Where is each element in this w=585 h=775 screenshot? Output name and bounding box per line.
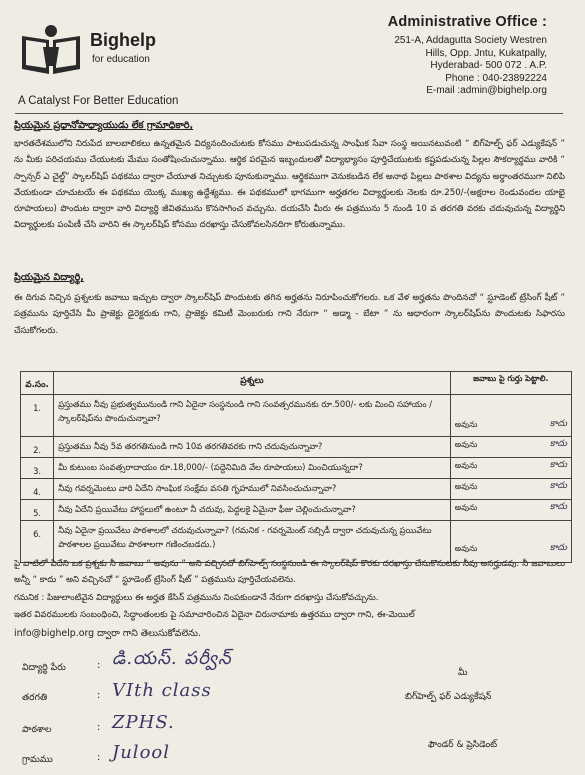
village-label: గ్రామము (22, 754, 53, 765)
col-header-question: ప్రశ్నలు (54, 372, 450, 395)
village-value[interactable]: Julool (112, 742, 170, 763)
question-text: నీవు ఏదేని ప్రయివేటు హాస్టలులో ఉంటూ నీ చదువు, పెద్దలకై ఏమైనా ఫీజు చెల్లించుచున్నావా? (54, 500, 450, 521)
answer-no-marked[interactable]: కాదు (549, 439, 567, 449)
intro-paragraph: భారతదేశములోని నిరుపేద బాలబాలికలు ఉన్నతమైన విద్యనందించుటకు కోసము పాటుపడుచున్న సాంఘిక సేవా సంస్థ అయినటువంటి “ బిగ్‌హెల్ప్ ఫర్ ఎడ్యుకేషన్ ” ను మీకు పరిచయము చేయుటకు మేము సంతోషించుచున్నాము. ఆర్థిక పరమైన ఇబ్బందులతో విద్యాభ్యాసం పూర్తిచేయుటకు కష్టపడుచున్న పిల్లల సౌకర్యార్థము వారికి “ స్పాన్సర్ ఎ చైల్డ్” స్కాలర్‌షిప్ పథకము ద్వారా చేయూత నిచ్చుటకు పూనుకున్నాము. ఆర్థికముగా వెనుకబడిన లేక అనాథ పిల్లలు పాఠశాల విద్యను అర్థాంతరముగా నిలిపి వేయకుండా చూచుటయే ఈ పథకము యొక్క ముఖ్య ఉద్దేశ్యము. ఈ పథకములో భాగముగా అర్హతగల విద్యార్థులకు నెలకు రూ.250/-(అక్షరాల రెండువందల యాభై రూపాయలు) పొందుట ద్వారా వారి విద్యార్థి జీవితమును కొనసాగించ వచ్చును. దయచేసి మీరు ఈ పత్రమును 5 నుండి 10 వ తరగతి వరకు చదువుచున్న విద్యార్థిని విద్యార్థులకు పంపిణీ చేసి వారిని ఈ స్కాలర్‌షిప్ కోసము దరఖాస్తు చేసుకోవలసినదిగా కోరుతున్నాము. (14, 139, 565, 231)
class-value[interactable]: VIth class (112, 680, 212, 701)
table-row (21, 395, 572, 437)
eligibility-table (20, 371, 572, 563)
student-name-label: విద్యార్థి పేరు (22, 662, 66, 673)
answer-no-marked[interactable]: కాదు (549, 481, 567, 491)
email-contact-line: info@bighelp.org ద్వారా గాని తెలుసుకోవలెను. (14, 628, 201, 639)
answer-yes[interactable]: అవును (454, 544, 478, 553)
colon: : (97, 722, 101, 733)
answer-no-marked[interactable]: కాదు (549, 543, 567, 553)
answer-yes[interactable]: అవును (454, 461, 478, 470)
table-row (21, 437, 572, 458)
row-number: 4. (21, 479, 54, 500)
answer-no-marked[interactable]: కాదు (549, 419, 567, 429)
table-row (21, 479, 572, 500)
row-number: 1. (21, 395, 54, 437)
signoff-role: ఫౌండర్ & ప్రెసిడెంట్ (428, 740, 498, 750)
col-header-answer: జవాబు పై గుర్తు పెట్టాలి. (450, 372, 571, 395)
bighelp-logo (16, 22, 86, 80)
col-header-no: వ.సం. (21, 372, 54, 395)
colon: : (97, 660, 101, 671)
question-text: ప్రస్తుతము నీవు ప్రభుత్వమునుండి గాని ఏదైనా సంస్థనుండి గాని సంవత్సరమునకు రూ.500/- లకు మించి సహాయం / స్కాలర్‌షిప్‌ను పొందుచున్నావా? (54, 395, 450, 437)
colon: : (97, 752, 101, 763)
answer-no-marked[interactable]: కాదు (549, 502, 567, 512)
answer-cell (450, 458, 571, 479)
office-address-block (388, 14, 547, 98)
address-line: 251-A, Addagutta Society Westren (394, 35, 547, 46)
email-line: E-mail :admin@bighelp.org (426, 85, 547, 96)
signoff-organization: బిగ్‌హెల్ప్ ఫర్ ఎడ్యుకేషన్ (405, 692, 492, 702)
answer-yes[interactable]: అవును (454, 420, 478, 429)
answer-yes[interactable]: అవును (454, 503, 478, 512)
salutation-student: ప్రియమైన విద్యార్థి, (14, 272, 84, 283)
note-line: గమనిక : పిజులాంటివైన విద్యార్థులు ఈ అర్హత కేసిన్ పత్రమును నింపకుండానే నేరుగా దరఖాస్తు చేసుకోవచ్చును. (14, 593, 379, 603)
answer-yes[interactable]: అవును (454, 482, 478, 491)
tagline: A Catalyst For Better Education (18, 95, 179, 107)
instruction-paragraph: ఈ దిగువ నిచ్చిన ప్రశ్నలకు జవాబు ఇచ్చుట ద్వారా స్కాలర్‌షిప్ పొందుటకు తగిన అర్హతను నిరూపించుకోగలరు. ఒక వేళ అర్హతను పొందినచో “ స్టూడెంట్ ట్రేసింగ్ షీట్ ” పత్రమును పూర్తిచేసి మీ ప్రాజెక్టు డైరెక్టరుకు గాని, ప్రాజెక్టు కమిటీ మెంబరుకు గాని నేరుగా “ అడ్మా - బేటా ” ను ఆధారంగా స్కాలర్‌షిప్‌ను పొందుటకు సిఫారసు చేసుకోగలరు. (14, 293, 565, 336)
row-number: 5. (21, 500, 54, 521)
row-number: 3. (21, 458, 54, 479)
row-number: 2. (21, 437, 54, 458)
answer-cell (450, 395, 571, 437)
table-header-row (21, 372, 572, 395)
table-row (21, 500, 572, 521)
colon: : (97, 690, 101, 701)
answer-cell (450, 479, 571, 500)
contact-line: ఇతర వివరములకు సంబంధించి, సిద్ధాంతంలకు పై సమాచారించిన ఏదైనా చిరునామాకు ఉత్తరము ద్వారా గాని, ఈ-మెయిల్ (14, 610, 415, 620)
school-label: పాఠశాల (22, 724, 52, 735)
office-title: Administrative Office : (387, 14, 547, 30)
answer-cell (450, 437, 571, 458)
salutation-headmaster: ప్రియమైన ప్రధానోపాధ్యాయుడు లేక గ్రామాధికారి, (14, 120, 194, 131)
school-value[interactable]: ZPHS. (112, 712, 175, 733)
question-text: మీ కుటుంబ సంవత్సరాదాయం రూ.18,000/- (పద్దెనిమిది వేల రూపాయలు) మించియున్నదా? (54, 458, 450, 479)
answer-cell (450, 500, 571, 521)
question-text: ప్రస్తుతము నీవు 5వ తరగతినుండి గాని 10వ తరగతివరకు గాని చదువుచున్నావా? (54, 437, 450, 458)
table-row (21, 458, 572, 479)
answer-no-marked[interactable]: కాదు (549, 460, 567, 470)
question-text: నీవు ఏదైనా ప్రయివేటు పాఠశాలలో చదువుచున్నావా? (గమనిక - గవర్నమెంట్ సబ్సిడీ ద్వారా చదువుచున్న ప్రయివేటు పాఠశాలల ప్రయివేటు పాఠశాలగా గణించబడదు.) (54, 521, 450, 563)
phone-line: Phone : 040-23892224 (445, 72, 547, 84)
class-label: తరగతి (22, 692, 48, 703)
question-text: నీవు గవర్నమెంటు వారి ఏదేని సాంఘిక సంక్షేమ వసతి గృహములో నివసించుచున్నావా? (54, 479, 450, 500)
address-line: Hyderabad- 500 072 . A.P. (430, 60, 547, 71)
brand-subtitle: for education (92, 54, 150, 65)
eligibility-paragraph: పై వాటిలో ఏదేని ఒక ప్రశ్నకు నీ జవాబు “ అవును ” అని వచ్చినచో బిగ్‌హెల్ప్ సంస్థనుండి ఈ స్కాలర్‌షిప్ కొరకు దరఖాస్తు చేసుకొనుటకు నీవు అనర్హుడవు. నీ జవాబులు అన్నీ “ కాదు ” అని వచ్చినచో “ స్టూడెంట్ ట్రేసింగ్ షీట్ ” పత్రమును పూర్తిచేయవలెను. (14, 559, 565, 586)
row-number: 6. (21, 521, 54, 563)
address-line: Hills, Opp. Jntu, Kukatpally, (425, 47, 547, 59)
signoff-yours: మీ (458, 668, 468, 678)
student-name-value[interactable]: డి.యస్. పర్వీన్ (112, 648, 232, 669)
brand-name: Bighelp (90, 30, 156, 50)
answer-yes[interactable]: అవును (454, 440, 478, 449)
header-divider (15, 113, 563, 114)
